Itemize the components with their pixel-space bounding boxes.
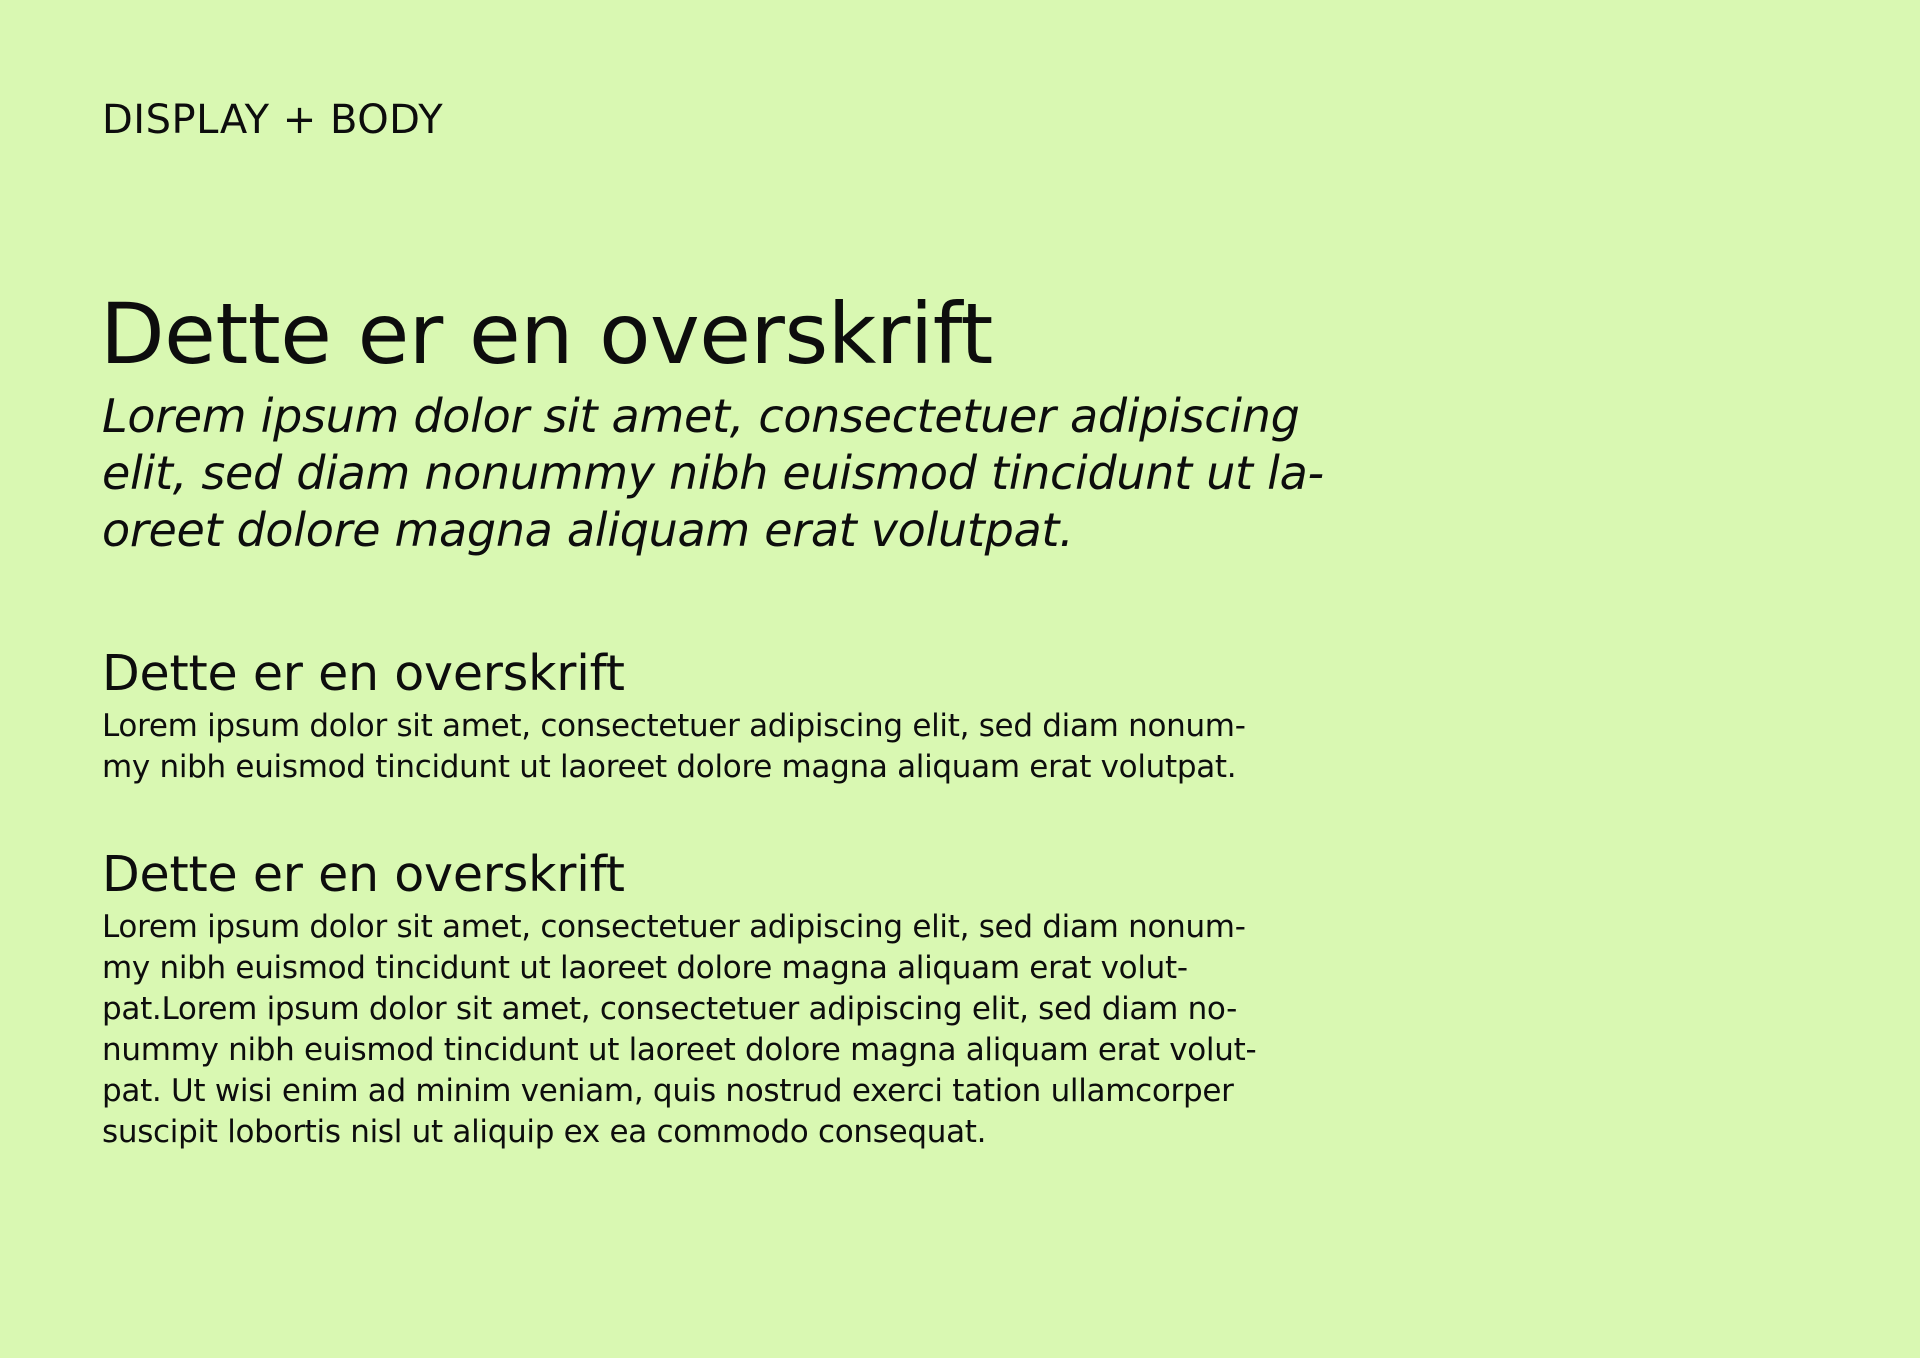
body-paragraph xyxy=(102,706,1442,788)
text-section-2 xyxy=(102,642,1442,788)
body-line: my nibh euismod tincidunt ut laoreet dolore magna aliquam erat volut- xyxy=(102,950,1188,986)
body-paragraph xyxy=(102,907,1442,1153)
lead-line: Lorem ipsum dolor sit amet, consectetuer adipiscing xyxy=(102,389,1300,443)
lead-line: oreet dolore magna aliquam erat volutpat. xyxy=(102,503,1074,557)
body-line: pat.Lorem ipsum dolor sit amet, consectetuer adipiscing elit, sed diam no- xyxy=(102,991,1238,1027)
text-section-3 xyxy=(102,843,1442,1153)
lead-line: elit, sed diam nonummy nibh euismod tincidunt ut la- xyxy=(102,446,1324,500)
body-line: pat. Ut wisi enim ad minim veniam, quis nostrud exerci tation ullamcorper xyxy=(102,1073,1234,1109)
lead-paragraph xyxy=(102,388,1440,559)
display-title: Dette er en overskrift xyxy=(100,285,993,383)
body-line: suscipit lobortis nisl ut aliquip ex ea commodo consequat. xyxy=(102,1114,987,1150)
body-line: Lorem ipsum dolor sit amet, consectetuer adipiscing elit, sed diam nonum- xyxy=(102,909,1246,945)
display-block xyxy=(100,282,1440,559)
section-label: DISPLAY + BODY xyxy=(102,97,444,143)
body-line: my nibh euismod tincidunt ut laoreet dolore magna aliquam erat volutpat. xyxy=(102,749,1237,785)
section-heading: Dette er en overskrift xyxy=(102,846,625,903)
section-heading: Dette er en overskrift xyxy=(102,645,625,702)
body-line: nummy nibh euismod tincidunt ut laoreet dolore magna aliquam erat volut- xyxy=(102,1032,1257,1068)
body-line: Lorem ipsum dolor sit amet, consectetuer adipiscing elit, sed diam nonum- xyxy=(102,708,1246,744)
